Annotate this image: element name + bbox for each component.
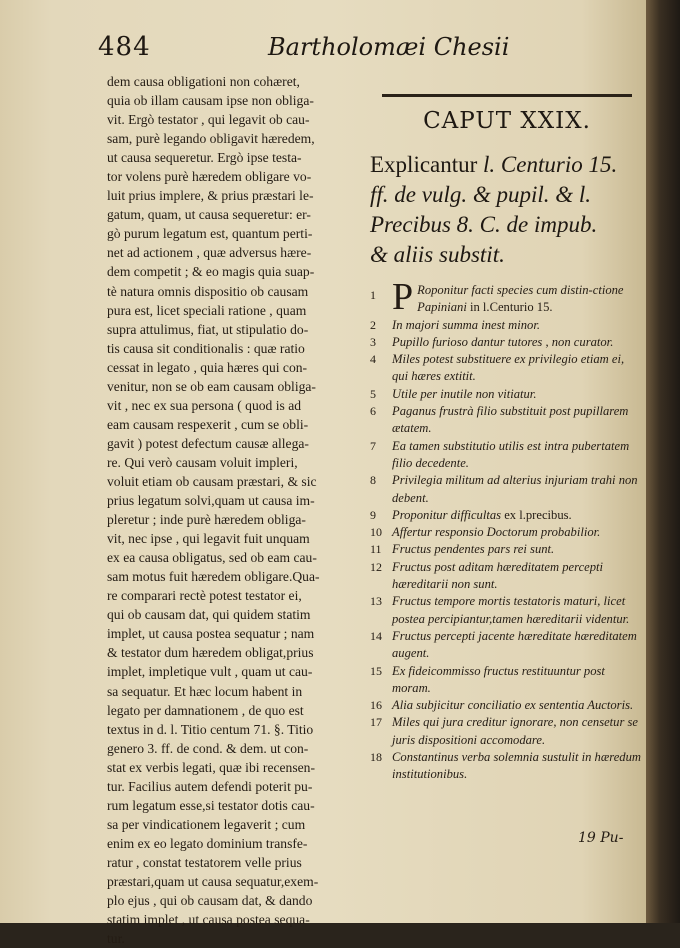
- text-line: tor volens purè hæredem obligare vo-: [107, 169, 312, 185]
- text-line: & testator dum hæredem obligat,prius: [107, 645, 314, 661]
- text-line: prius legatum solvi,quam ut causa im-: [107, 493, 315, 509]
- summary-number: 7: [370, 438, 376, 453]
- left-text-column: [107, 72, 363, 948]
- summary-text: [392, 593, 642, 628]
- title-part-italic: l. Centurio 15.: [483, 152, 618, 177]
- summary-text: [392, 541, 642, 558]
- summary-item: [370, 593, 642, 628]
- text-line: luit prius implere, & prius præstari le-: [107, 188, 314, 204]
- text-line: eam causam respexerit , cum se obli-: [107, 416, 309, 432]
- summary-text: [392, 663, 642, 698]
- summary-body: Paganus frustrà filio substituit post pupillarem ætatem.: [392, 404, 629, 436]
- summary-body: Fructus post aditam hæreditatem percepti hæreditarii non sunt.: [392, 559, 604, 592]
- summary-item: [370, 697, 642, 714]
- summary-number: 2: [370, 317, 376, 332]
- summary-text: [392, 351, 642, 386]
- summary-item: [370, 351, 642, 386]
- title-line: [370, 240, 640, 270]
- text-line: stat ex verbis legati, quæ ibi recensen-: [107, 759, 315, 775]
- summary-body: Ea tamen substitutio utilis est intra pubertatem filio decedente.: [392, 438, 630, 470]
- title-part: Precibus 8. C. de impub.: [370, 212, 598, 237]
- text-line: sa per vindicationem legaverit ; cum: [107, 816, 306, 832]
- text-line: venitur, non se ob eam causam obliga-: [107, 378, 316, 394]
- summary-body: Fructus pendentes pars rei sunt.: [392, 542, 555, 557]
- summary-item: [370, 663, 642, 698]
- summary-item: [370, 276, 642, 318]
- summary-number: 18: [370, 750, 382, 765]
- text-line: dem competit ; & eo magis quia suap-: [107, 264, 315, 280]
- summary-body: Affertur responsio Doctorum probabilior.: [392, 525, 601, 540]
- summary-item: [370, 334, 642, 351]
- summary-body: Proponitur difficultas: [392, 507, 502, 522]
- summary-text: [392, 749, 642, 784]
- chapter-title: [370, 150, 640, 270]
- summary-number: 16: [370, 698, 382, 713]
- summary-number: 12: [370, 559, 382, 574]
- summary-text: [392, 334, 642, 351]
- text-line: tur. Facilius autem defendi poterit pu-: [107, 778, 313, 794]
- summary-number: 15: [370, 663, 382, 678]
- title-line: [370, 210, 640, 240]
- text-line: plo ejus , qui ob causam dat, & dando: [107, 893, 313, 909]
- summary-number: 14: [370, 628, 382, 643]
- summary-number: 9: [370, 507, 376, 522]
- summary-body: Constantinus verba solemnia sustulit in hæredum institutionibus.: [392, 750, 641, 782]
- summary-body: Miles qui jura creditur ignorare, non censetur se juris dispositioni accomodare.: [392, 715, 639, 747]
- text-line: rum legatum esse,si testator dotis cau-: [107, 797, 315, 813]
- text-line: qui ob causam dat, qui quidem statim: [107, 607, 311, 623]
- summary-number: 4: [370, 352, 376, 367]
- title-line: [370, 150, 640, 180]
- summary-item: [370, 317, 642, 334]
- text-line: dem causa obligationi non cohæret,: [107, 74, 300, 89]
- summary-number: 13: [370, 594, 382, 609]
- text-line: tè natura omnis dispositio ob causam: [107, 283, 309, 299]
- summary-body: Utile per inutile non vitiatur.: [392, 386, 537, 401]
- text-line: implet, impletique vult , quam ut cau-: [107, 664, 313, 680]
- summary-text: [392, 628, 642, 663]
- summary-body: Ex fideicommisso fructus restituuntur post moram.: [392, 663, 605, 695]
- catchword: 19 Pu-: [578, 830, 624, 846]
- drop-cap: P: [392, 276, 414, 318]
- summary-item: [370, 507, 642, 524]
- chapter-summary: [370, 276, 642, 784]
- text-line: ex ea causa obligatus, sed ob eam cau-: [107, 550, 317, 566]
- text-line: tis causa sit conditionalis : quæ ratio: [107, 340, 305, 356]
- text-line: net ad actionem , quæ adversus hære-: [107, 245, 312, 261]
- text-line: sam, purè legando obligavit hæredem,: [107, 131, 315, 147]
- summary-number: 5: [370, 386, 376, 401]
- page-number: 484: [98, 32, 151, 62]
- summary-tail: in l.Centurio 15.: [466, 300, 553, 315]
- text-line: sa sequatur. Et hæc locum habent in: [107, 683, 303, 699]
- page-header: [98, 30, 618, 70]
- summary-body: Fructus tempore mortis testatoris maturi, licet postea percipiantur,tamen hæreditarii videntur.: [392, 594, 630, 626]
- text-line: vit, nec ipse , qui legavit fuit unquam: [107, 531, 310, 547]
- summary-item: [370, 541, 642, 558]
- summary-body: Fructus percepti jacente hæreditate hæreditatem augent.: [392, 628, 637, 661]
- summary-number: 3: [370, 334, 376, 349]
- text-line: vit. Ergò testator , qui legavit ob cau-: [107, 112, 310, 128]
- text-line: ratur , constat testatorem velle prius: [107, 854, 302, 870]
- summary-number: 10: [370, 525, 382, 540]
- book-gutter: [646, 0, 680, 923]
- summary-text: [392, 559, 642, 594]
- text-line: ut causa sequeretur. Ergò ipse testa-: [107, 150, 302, 166]
- text-line: textus in d. l. Titio centum 71. §. Titio: [107, 721, 314, 737]
- text-line: pura est, licet speciali ratione , quam: [107, 302, 307, 318]
- running-head: Bartholomæi Chesii: [268, 33, 510, 61]
- summary-body: Privilegia militum ad alterius injuriam trahi non debent.: [392, 473, 638, 505]
- summary-text: [392, 524, 642, 541]
- summary-text: [392, 386, 642, 403]
- text-line: sam motus fuit hæredem obligare.Qua-: [107, 569, 320, 585]
- summary-item: [370, 559, 642, 594]
- summary-body: Miles potest substituere ex privilegio etiam ei, qui hæres extitit.: [392, 352, 625, 384]
- summary-number: 1: [370, 288, 376, 302]
- text-line: voluit etiam ob causam præstari, & sic: [107, 473, 317, 489]
- summary-text: [392, 317, 642, 334]
- text-line: genero 3. ff. de cond. & dem. ut con-: [107, 740, 309, 756]
- text-line: tur.: [107, 931, 125, 947]
- summary-body: Alia subjicitur conciliatio ex sententia Auctoris.: [392, 698, 634, 713]
- summary-item: [370, 524, 642, 541]
- summary-number: 11: [370, 542, 382, 557]
- text-line: præstari,quam ut causa sequatur,exem-: [107, 873, 319, 889]
- text-line: supra attulimus, fiat, ut stipulatio do-: [107, 321, 309, 337]
- title-part: ff. de vulg. & pupil. & l.: [370, 182, 592, 207]
- summary-text: [392, 697, 642, 714]
- summary-text: [392, 403, 642, 438]
- summary-text: [392, 438, 642, 473]
- summary-number: 6: [370, 404, 376, 419]
- title-part: & aliis substit.: [370, 242, 505, 267]
- summary-body: In majori summa inest minor.: [392, 317, 540, 332]
- title-line: [370, 180, 640, 210]
- text-line: re comparari rectè potest testator ei,: [107, 588, 302, 604]
- summary-text: [392, 276, 642, 318]
- summary-text: [392, 714, 642, 749]
- summary-item: [370, 386, 642, 403]
- summary-item: [370, 749, 642, 784]
- summary-tail: ex l.precibus.: [501, 507, 572, 522]
- text-line: legato per damnationem , de quo est: [107, 702, 304, 718]
- summary-body: Roponitur facti species cum distin-ctione Papiniani: [417, 283, 624, 315]
- chapter-rule: [382, 94, 632, 97]
- text-line: gatum, quam, ut causa sequeretur: er-: [107, 207, 311, 223]
- text-line: vit , nec ex sua persona ( quod is ad: [107, 397, 302, 413]
- summary-item: [370, 472, 642, 507]
- summary-body: Pupillo furioso dantur tutores , non curator.: [392, 334, 614, 349]
- summary-number: 17: [370, 715, 382, 730]
- summary-number: 8: [370, 473, 376, 488]
- chapter-heading: CAPUT XXIX.: [423, 108, 591, 134]
- summary-item: [370, 714, 642, 749]
- text-line: pleretur ; inde purè hæredem obliga-: [107, 512, 306, 528]
- summary-item: [370, 438, 642, 473]
- text-line: cessat in legato , quia hæres qui con-: [107, 359, 308, 375]
- text-line: statim implet , ut causa postea sequa-: [107, 912, 310, 928]
- text-line: re. Qui verò causam voluit impleri,: [107, 454, 298, 470]
- summary-text: [392, 507, 642, 524]
- text-line: gò purum legatum est, quantum perti-: [107, 226, 313, 242]
- title-part: Explicantur: [370, 152, 484, 177]
- summary-text: [392, 472, 642, 507]
- text-line: enim ex eo legato dominium transfe-: [107, 835, 308, 851]
- text-line: implet, ut causa postea sequatur ; nam: [107, 626, 315, 642]
- text-line: quia ob illam causam ipse non obliga-: [107, 93, 314, 109]
- summary-item: [370, 628, 642, 663]
- summary-item: [370, 403, 642, 438]
- text-line: gavit ) potest defectum causæ allega-: [107, 435, 309, 451]
